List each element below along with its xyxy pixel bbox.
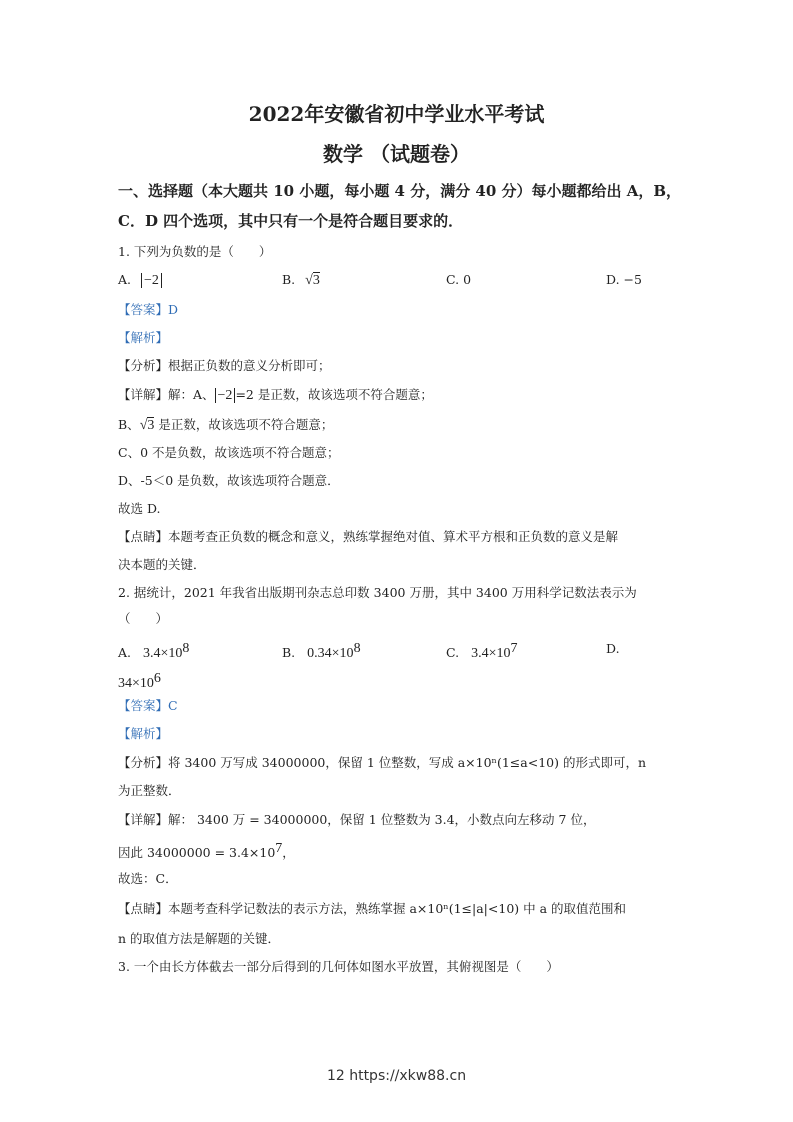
- sqrt-icon: √: [305, 273, 313, 288]
- q2-stem-2: （ ）: [118, 611, 169, 626]
- q2-option-a-value: 3.4×10: [143, 646, 183, 662]
- q3-stem: 3. 一个由长方体截去一部分后得到的几何体如图水平放置，其俯视图是（ ）: [118, 959, 559, 974]
- q1-b-pre: B、: [118, 417, 140, 432]
- q2-option-c-value: 3.4×10: [471, 646, 511, 662]
- q1-option-a: [118, 271, 162, 290]
- q1-option-b: [282, 271, 320, 290]
- q2-option-b-exp: 8: [353, 641, 361, 656]
- q2-analysis-tag: 【解析】: [118, 726, 169, 741]
- q1-dianjing-2: 决本题的关键．: [118, 557, 206, 572]
- q2-option-a-label: A.: [118, 645, 132, 661]
- q1-b-post: 是正数，故该选项不符合题意；: [154, 417, 334, 432]
- q2-option-c: [446, 640, 517, 663]
- q2-option-d-label: D.: [606, 641, 620, 656]
- q1-xiangjie-abs: −2: [215, 388, 236, 403]
- page-footer: 12 https://xkw88.cn: [326, 1068, 467, 1084]
- page-subtitle: 数学 （试题卷）: [323, 142, 470, 166]
- q2-xiangjie-2-exp: 7: [275, 841, 283, 856]
- q2-option-c-label: C.: [446, 645, 460, 661]
- section-heading-line1: 一、选择题（本大题共 10 小题，每小题 4 分，满分 40 分）每小题都给出 A，B，: [118, 182, 682, 200]
- q2-xiangjie-2-post: ，: [282, 845, 295, 861]
- q1-option-a-value: −2: [141, 273, 162, 288]
- q2-stem-1: 2. 据统计，2021 年我省出版期刊杂志总印数 3400 万册，其中 3400 万用科学记数法表示为: [118, 585, 637, 600]
- q2-xiangjie-2: [118, 840, 295, 862]
- q2-option-d: [118, 670, 161, 693]
- q1-stem: 1. 下列为负数的是（ ）: [118, 244, 272, 259]
- q1-analysis-tag: 【解析】: [118, 330, 169, 345]
- q2-fenxi-2: 为正整数．: [118, 783, 181, 798]
- q2-option-b: [282, 640, 361, 663]
- q1-xiangjie-post: =2 是正数，故该选项不符合题意；: [235, 387, 433, 402]
- q2-xiangjie-2-pre: 因此 34000000 = 3.4×10: [118, 845, 276, 861]
- q2-dianjing-1: 【点睛】本题考查科学记数法的表示方法，熟练掌握 a×10ⁿ(1≤|a|<10) 中 a 的取值范围和: [118, 901, 627, 916]
- q1-d-line: D、-5＜0 是负数，故该选项符合题意．: [118, 473, 340, 488]
- q2-option-d-exp: 6: [153, 671, 161, 686]
- q1-b-root: 3: [147, 418, 155, 433]
- q2-fenxi-1: 【分析】将 3400 万写成 34000000，保留 1 位整数，写成 a×10ⁿ(1≤a<10) 的形式即可，n: [118, 755, 647, 770]
- q1-c-line: C、0 不是负数，故该选项不符合题意；: [118, 445, 340, 460]
- q2-option-a-exp: 8: [182, 641, 190, 656]
- q1-xiangjie-pre: 【详解】解：A、: [118, 387, 215, 402]
- q2-option-b-value: 0.34×10: [307, 646, 354, 662]
- q2-option-a: [118, 640, 189, 663]
- q1-option-d: D. −5: [606, 272, 642, 287]
- q1-dianjing-1: 【点睛】本题考查正负数的概念和意义，熟练掌握绝对值、算术平方根和正负数的意义是解: [118, 529, 619, 544]
- q1-option-b-label: B.: [282, 272, 296, 287]
- section-heading-line2: C．D 四个选项，其中只有一个是符合题目要求的．: [118, 212, 464, 230]
- q2-answer: 【答案】C: [118, 698, 178, 713]
- q1-option-c: C. 0: [446, 272, 472, 287]
- q1-choose: 故选 D.: [118, 501, 161, 516]
- q1-fenxi: 【分析】根据正负数的意义分析即可；: [118, 358, 331, 373]
- q2-choose: 故选：C．: [118, 871, 178, 886]
- q1-xiangjie: [118, 386, 433, 405]
- q1-answer: 【答案】D: [118, 302, 179, 317]
- q2-xiangjie-1: 【详解】解： 3400 万 = 34000000，保留 1 位整数为 3.4，小数点向左移动 7 位，: [118, 812, 596, 827]
- q1-option-a-label: A.: [118, 272, 132, 287]
- q1-option-b-value: 3: [312, 273, 320, 288]
- q2-option-b-label: B.: [282, 645, 296, 661]
- sqrt-icon: √: [139, 418, 148, 433]
- q1-b-line: [118, 416, 333, 435]
- q2-option-c-exp: 7: [510, 641, 518, 656]
- q2-option-d-value: 34×10: [118, 676, 154, 692]
- page-title: 2022年安徽省初中学业水平考试: [248, 102, 545, 126]
- q2-dianjing-2: n 的取值方法是解题的关键．: [118, 931, 281, 946]
